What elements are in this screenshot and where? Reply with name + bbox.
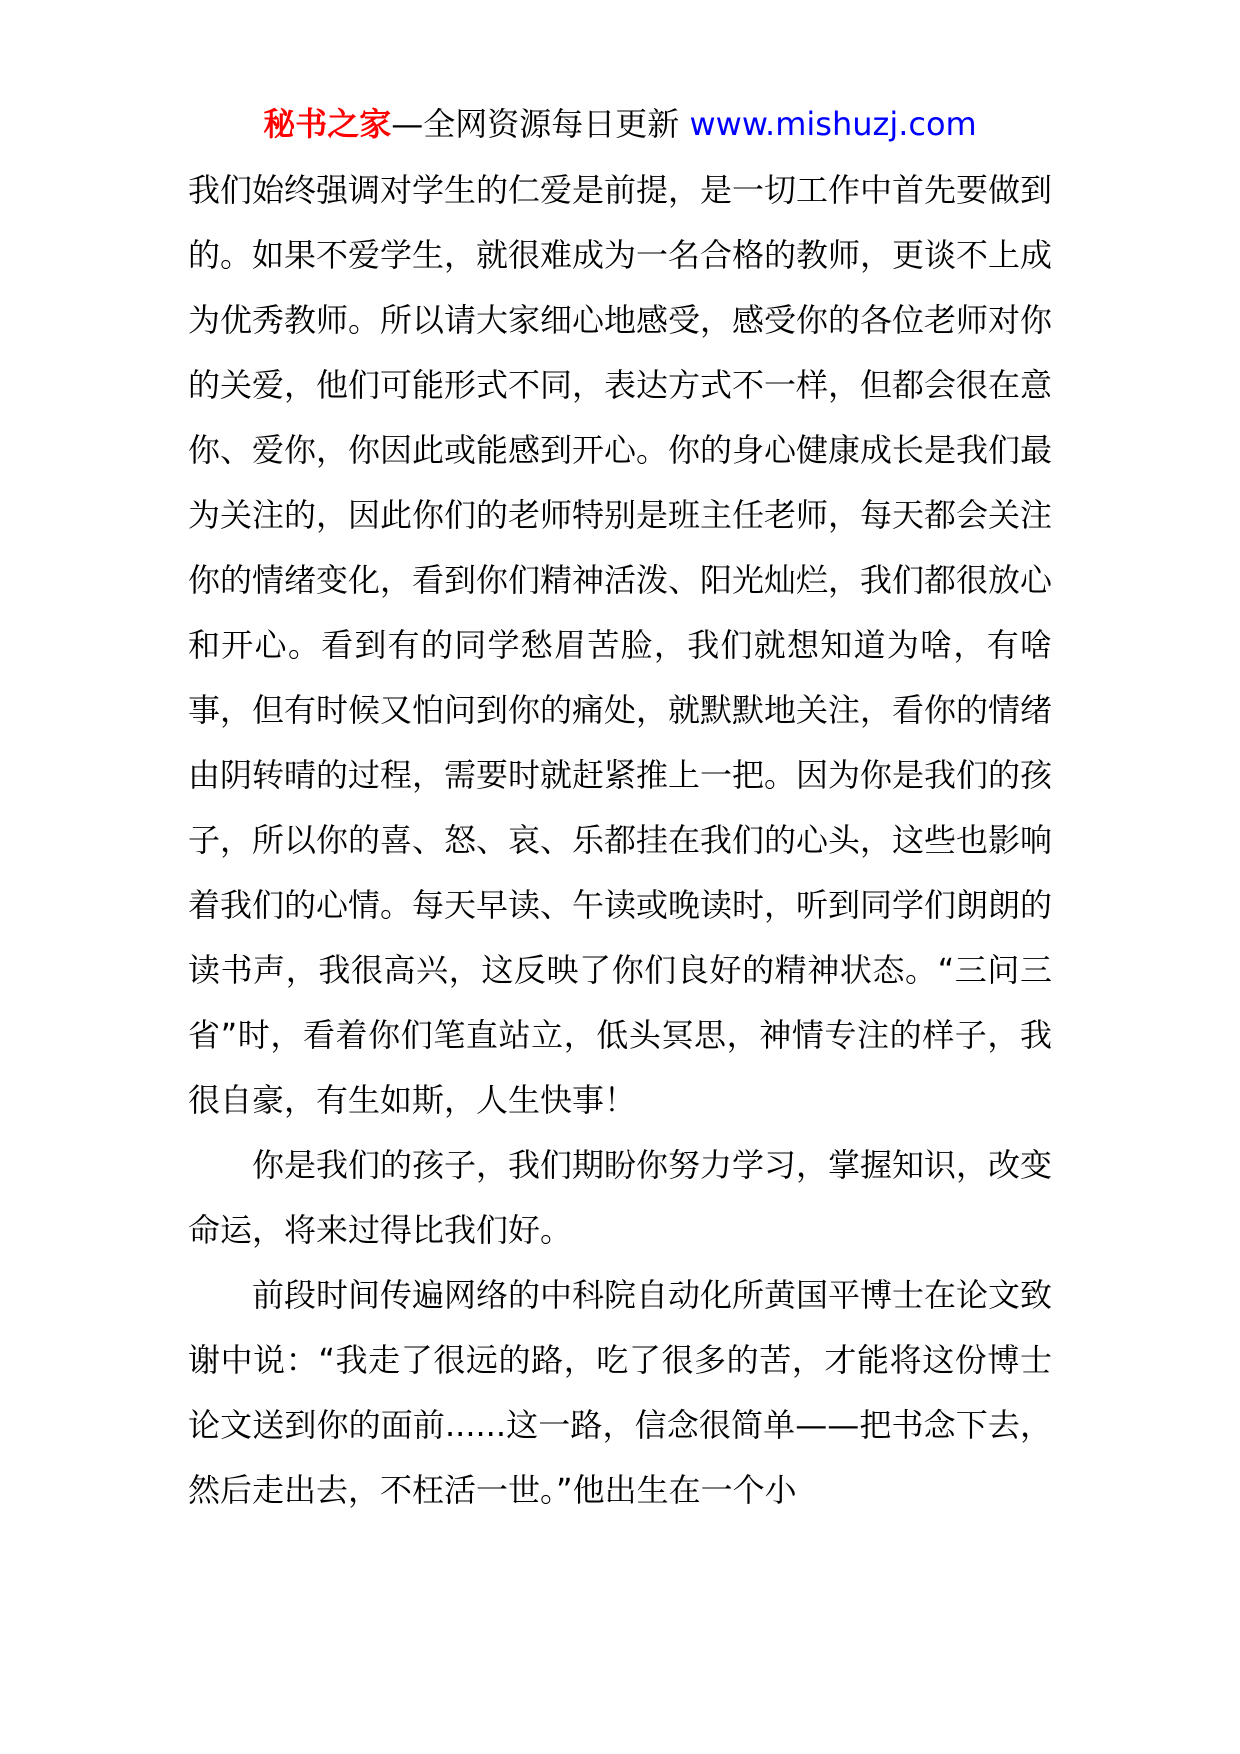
website-link[interactable]: www.mishuzj.com [689,105,977,143]
page-header [0,100,1240,148]
paragraph-3: 前段时间传遍网络的中科院自动化所黄国平博士在论文致谢中说：“我走了很远的路，吃了很多的苦，才能将这份博士论文送到你的面前......这一路，信念很简单——把书念下去，然后走出去，不枉活一世。”他出生在一个小 [188,1276,1053,1509]
paragraph-1: 我们始终强调对学生的仁爱是前提，是一切工作中首先要做到的。如果不爱学生，就很难成为一名合格的教师，更谈不上成为优秀教师。所以请大家细心地感受，感受你的各位老师对你的关爱，他们可能形式不同，表达方式不一样，但都会很在意你、爱你，你因此或能感到开心。你的身心健康成长是我们最为关注的，因此你们的老师特别是班主任老师，每天都会关注你的情绪变化，看到你们精神活泼、阳光灿烂，我们都很放心和开心。看到有的同学愁眉苦脸，我们就想知道为啥，有啥事，但有时候又怕问到你的痛处，就默默地关注，看你的情绪由阴转晴的过程，需要时就赶紧推上一把。因为你是我们的孩子，所以你的喜、怒、哀、乐都挂在我们的心头，这些也影响着我们的心情。每天早读、午读或晚读时，听到同学们朗朗的读书声，我很高兴，这反映了你们良好的精神状态。“三问三省”时，看着你们笔直站立，低头冥思，神情专注的样子，我很自豪，有生如斯，人生快事！ [188,171,1053,1119]
article-body [188,158,1052,1523]
header-tagline: —全网资源每日更新 [391,105,690,143]
brand-name: 秘书之家 [263,105,392,143]
paragraph-2: 你是我们的孩子，我们期盼你努力学习，掌握知识，改变命运，将来过得比我们好。 [188,1146,1053,1249]
